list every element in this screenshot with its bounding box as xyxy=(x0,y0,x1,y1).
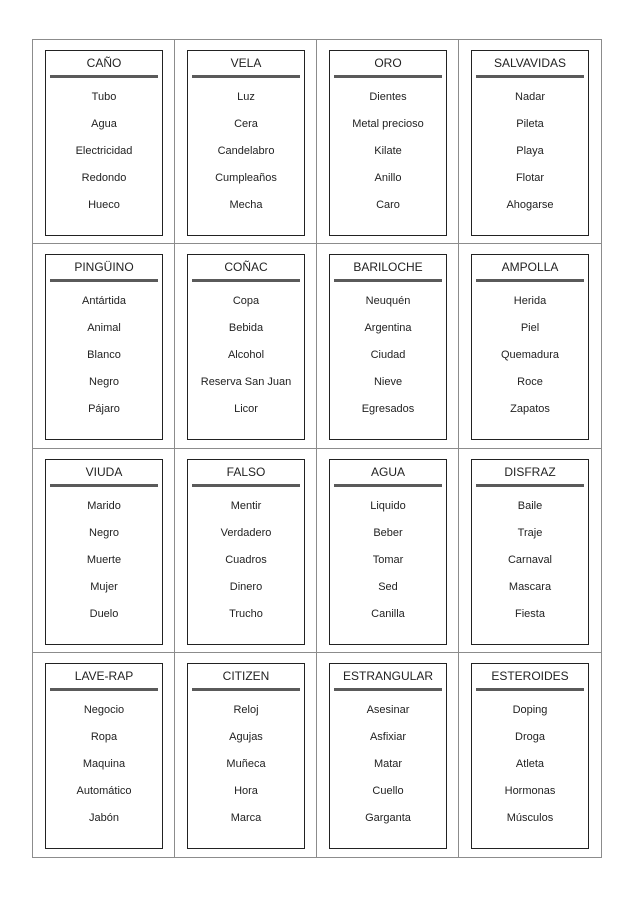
title-divider xyxy=(192,75,300,78)
card-cell xyxy=(459,244,601,448)
card-word: Negro xyxy=(89,376,119,389)
card-title: DISFRAZ xyxy=(504,464,556,479)
title-divider xyxy=(476,688,584,691)
card-title: PINGÜINO xyxy=(74,260,134,275)
card-word: Nadar xyxy=(515,91,545,103)
forbidden-word-list xyxy=(330,702,446,837)
card-word: Redondo xyxy=(81,172,127,184)
title-divider xyxy=(476,279,584,282)
word-card xyxy=(471,50,589,236)
title-divider xyxy=(50,688,158,691)
card-title: ORO xyxy=(374,56,402,70)
card-word: Garganta xyxy=(365,811,411,824)
card-word: Nieve xyxy=(373,376,403,389)
card-title: VELA xyxy=(230,56,262,70)
title-divider xyxy=(192,279,300,282)
card-cell xyxy=(175,244,317,448)
forbidden-word-list xyxy=(188,702,304,837)
forbidden-word-list xyxy=(46,89,162,224)
forbidden-word-list xyxy=(46,293,162,428)
card-word: Automático xyxy=(76,784,132,797)
card-word: Mentir xyxy=(230,499,262,512)
card-word: Asesinar xyxy=(366,703,410,716)
card-word: Negocio xyxy=(83,703,125,716)
card-cell xyxy=(459,653,601,857)
card-word: Cuadros xyxy=(225,553,267,566)
title-divider xyxy=(334,484,442,487)
card-word: Cumpleaños xyxy=(215,172,277,184)
word-card xyxy=(187,663,305,849)
card-word: Egresados xyxy=(361,403,415,416)
card-word: Fiesta xyxy=(515,607,545,620)
card-word: Licor xyxy=(234,403,258,416)
card-word: Animal xyxy=(87,322,121,335)
forbidden-word-list xyxy=(330,498,446,633)
forbidden-word-list xyxy=(46,498,162,633)
card-word: Pileta xyxy=(516,118,544,130)
card-word: Reserva San Juan xyxy=(200,376,292,389)
card-word: Carnaval xyxy=(507,553,553,566)
card-word: Roce xyxy=(517,376,543,389)
card-word: Kilate xyxy=(374,145,402,157)
title-divider xyxy=(192,688,300,691)
card-word: Agujas xyxy=(229,730,263,743)
card-word: Flotar xyxy=(515,172,545,184)
forbidden-word-list xyxy=(188,498,304,633)
card-word: Playa xyxy=(516,145,544,157)
word-card xyxy=(45,50,163,236)
card-word: Herida xyxy=(513,295,547,308)
card-cell xyxy=(33,653,175,857)
word-card xyxy=(45,254,163,440)
card-word: Dientes xyxy=(369,91,407,103)
card-word: Droga xyxy=(515,730,545,743)
card-title: ESTEROIDES xyxy=(491,668,569,683)
card-word: Zapatos xyxy=(510,403,550,416)
card-word: Muñeca xyxy=(226,757,266,770)
card-title: VIUDA xyxy=(85,464,123,479)
card-word: Marca xyxy=(230,811,262,824)
card-word: Hueco xyxy=(88,199,120,211)
card-title: ESTRANGULAR xyxy=(342,668,434,683)
forbidden-word-list xyxy=(472,702,588,837)
card-cell xyxy=(33,40,175,244)
card-word: Hormonas xyxy=(504,784,556,797)
card-title: BARILOCHE xyxy=(353,260,423,275)
card-word: Cuello xyxy=(372,784,404,797)
forbidden-word-list xyxy=(330,293,446,428)
card-title: CAÑO xyxy=(86,56,122,70)
word-card xyxy=(329,254,447,440)
card-word: Traje xyxy=(517,526,543,539)
card-word: Atleta xyxy=(515,757,545,770)
title-divider xyxy=(334,75,442,78)
card-cell xyxy=(33,449,175,653)
forbidden-word-list xyxy=(46,702,162,837)
forbidden-word-list xyxy=(472,293,588,428)
card-title: CITIZEN xyxy=(222,668,270,683)
card-word: Jabón xyxy=(89,811,119,824)
card-title: COÑAC xyxy=(224,260,268,275)
title-divider xyxy=(50,484,158,487)
title-divider xyxy=(476,484,584,487)
card-word: Beber xyxy=(373,526,403,539)
word-card xyxy=(45,459,163,645)
forbidden-word-list xyxy=(330,89,446,224)
word-card xyxy=(329,50,447,236)
card-cell xyxy=(317,653,459,857)
card-word: Dinero xyxy=(229,580,263,593)
card-word: Mecha xyxy=(229,199,263,211)
card-word: Tubo xyxy=(91,91,117,103)
forbidden-word-list xyxy=(472,498,588,633)
card-word: Muerte xyxy=(86,553,122,566)
card-title: AMPOLLA xyxy=(501,260,559,275)
card-word: Negro xyxy=(89,526,119,539)
card-word: Hora xyxy=(234,784,258,797)
title-divider xyxy=(476,75,584,78)
card-word: Alcohol xyxy=(227,349,265,362)
word-card xyxy=(45,663,163,849)
card-word: Copa xyxy=(232,295,260,308)
card-word: Maquina xyxy=(82,757,126,770)
card-word: Trucho xyxy=(229,607,263,620)
card-word: Doping xyxy=(512,703,548,716)
word-card xyxy=(471,254,589,440)
card-word: Blanco xyxy=(87,349,121,362)
word-card xyxy=(329,459,447,645)
card-word: Bebida xyxy=(228,322,264,335)
card-sheet xyxy=(32,39,602,858)
card-word: Luz xyxy=(237,91,255,103)
card-word: Canilla xyxy=(371,607,405,620)
card-word: Tomar xyxy=(372,553,404,566)
card-word: Antártida xyxy=(81,295,127,308)
card-word: Músculos xyxy=(506,811,554,824)
card-word: Caro xyxy=(376,199,400,211)
card-word: Verdadero xyxy=(220,526,272,539)
card-cell xyxy=(317,40,459,244)
card-cell xyxy=(459,40,601,244)
card-word: Argentina xyxy=(364,322,412,335)
forbidden-word-list xyxy=(188,293,304,428)
title-divider xyxy=(50,75,158,78)
forbidden-word-list xyxy=(472,89,588,224)
card-cell xyxy=(175,653,317,857)
card-word: Baile xyxy=(517,499,543,512)
card-word: Candelabro xyxy=(217,145,275,157)
title-divider xyxy=(50,279,158,282)
card-word: Metal precioso xyxy=(352,118,424,130)
forbidden-word-list xyxy=(188,89,304,224)
card-word: Quemadura xyxy=(500,349,560,362)
card-cell xyxy=(459,449,601,653)
word-card xyxy=(471,459,589,645)
card-word: Reloj xyxy=(233,703,259,716)
card-word: Mascara xyxy=(508,580,552,593)
card-word: Liquido xyxy=(370,499,406,512)
card-title: FALSO xyxy=(226,464,266,479)
card-word: Asfixiar xyxy=(369,730,407,743)
card-word: Electricidad xyxy=(75,145,133,157)
word-card xyxy=(329,663,447,849)
word-card xyxy=(187,50,305,236)
card-word: Ciudad xyxy=(370,349,406,362)
card-word: Sed xyxy=(378,580,398,593)
word-card xyxy=(187,459,305,645)
card-word: Pájaro xyxy=(88,403,120,416)
title-divider xyxy=(334,279,442,282)
card-word: Agua xyxy=(91,118,117,130)
card-word: Marido xyxy=(87,499,121,512)
card-cell xyxy=(317,244,459,448)
card-word: Ahogarse xyxy=(506,199,554,211)
card-word: Matar xyxy=(373,757,403,770)
card-title: AGUA xyxy=(370,464,405,479)
word-card xyxy=(471,663,589,849)
card-cell xyxy=(33,244,175,448)
card-cell xyxy=(175,449,317,653)
card-cell xyxy=(317,449,459,653)
card-title: LAVE-RAP xyxy=(74,668,134,683)
card-word: Neuquén xyxy=(365,295,411,308)
card-word: Piel xyxy=(520,322,540,335)
title-divider xyxy=(192,484,300,487)
card-cell xyxy=(175,40,317,244)
card-word: Duelo xyxy=(89,607,119,620)
card-word: Cera xyxy=(234,118,258,130)
card-word: Ropa xyxy=(90,730,118,743)
title-divider xyxy=(334,688,442,691)
card-word: Anillo xyxy=(374,172,402,184)
card-title: SALVAVIDAS xyxy=(493,56,567,70)
word-card xyxy=(187,254,305,440)
card-word: Mujer xyxy=(90,580,118,593)
